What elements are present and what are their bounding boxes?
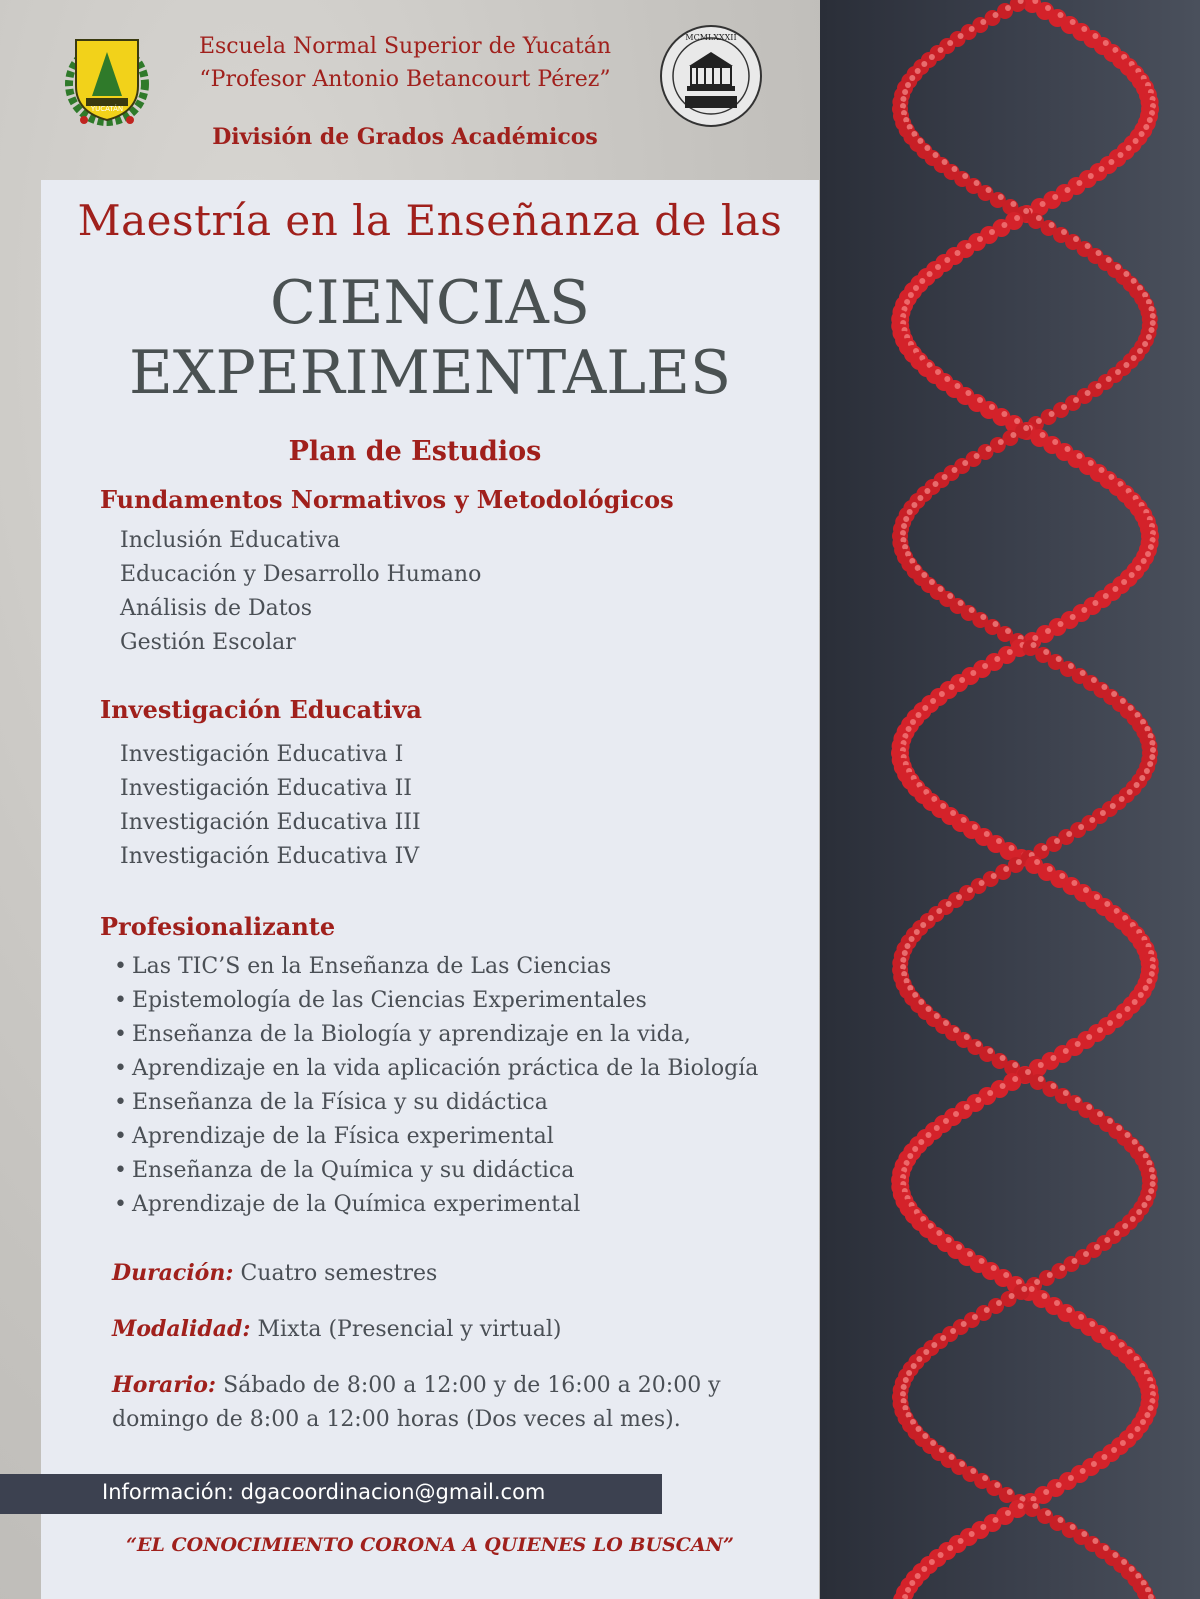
list-item: Investigación Educativa III	[120, 810, 421, 835]
list-item: • Enseñanza de la Química y su didáctica	[114, 1158, 575, 1183]
section-title-profesionalizante: Profesionalizante	[100, 912, 336, 941]
program-title: Maestría en la Enseñanza de las	[77, 196, 783, 245]
dna-helix-graphic	[820, 0, 1200, 1599]
division-name: División de Grados Académicos	[212, 124, 598, 150]
institution-line1: Escuela Normal Superior de Yucatán	[198, 34, 612, 59]
list-item: Educación y Desarrollo Humano	[120, 562, 482, 587]
program-subtitle-line1: CIENCIAS	[270, 268, 590, 338]
duration-info	[112, 1256, 762, 1291]
division-seal-logo	[655, 20, 767, 132]
modality-info	[112, 1312, 762, 1347]
list-item: Gestión Escolar	[120, 630, 296, 655]
list-item: • Aprendizaje en la vida aplicación práctica de la Biología	[114, 1056, 759, 1081]
list-item: • Epistemología de las Ciencias Experimentales	[114, 988, 647, 1013]
list-item: • Enseñanza de la Biología y aprendizaje en la vida,	[114, 1022, 691, 1047]
program-subtitle	[0, 268, 860, 408]
duration-value: Cuatro semestres	[240, 1261, 438, 1286]
plan-heading: Plan de Estudios	[288, 436, 542, 467]
modality-label: Modalidad:	[112, 1316, 251, 1342]
section-title-fundamentos: Fundamentos Normativos y Metodológicos	[100, 485, 674, 514]
schedule-label: Horario:	[112, 1372, 217, 1398]
list-investigacion	[120, 738, 421, 874]
list-item: Investigación Educativa I	[120, 742, 404, 767]
contact-email[interactable]: Información: dgacoordinacion@gmail.com	[102, 1480, 546, 1504]
list-item: Investigación Educativa IV	[120, 844, 420, 869]
school-seal-logo	[56, 26, 158, 128]
institution-line2: “Profesor Antonio Betancourt Pérez”	[199, 67, 611, 92]
list-item: Inclusión Educativa	[120, 528, 341, 553]
list-item: • Las TIC’S en la Enseñanza de Las Ciencias	[114, 954, 612, 979]
list-item: Análisis de Datos	[120, 596, 313, 621]
list-fundamentos	[120, 524, 481, 660]
svg-text:MCMLXXXII: MCMLXXXII	[685, 33, 737, 42]
section-title-investigacion: Investigación Educativa	[100, 695, 422, 724]
institution-name	[160, 30, 650, 96]
program-subtitle-line2: EXPERIMENTALES	[128, 338, 732, 408]
schedule-value: Sábado de 8:00 a 12:00 y de 16:00 a 20:00 y domingo de 8:00 a 12:00 horas (Dos veces al mes).	[112, 1373, 721, 1432]
list-item: • Aprendizaje de la Química experimental	[114, 1192, 581, 1217]
dna-image	[820, 0, 1200, 1599]
list-profesionalizante	[114, 950, 758, 1222]
modality-value: Mixta (Presencial y virtual)	[257, 1317, 562, 1342]
list-item: • Enseñanza de la Física y su didáctica	[114, 1090, 548, 1115]
list-item: • Aprendizaje de la Física experimental	[114, 1124, 554, 1149]
duration-label: Duración:	[112, 1260, 234, 1286]
schedule-info	[112, 1368, 762, 1437]
header	[0, 0, 820, 175]
list-item: Investigación Educativa II	[120, 776, 412, 801]
motto: “EL CONOCIMIENTO CORONA A QUIENES LO BUSCAN”	[126, 1534, 734, 1556]
svg-text:YUCATÁN: YUCATÁN	[90, 105, 124, 113]
